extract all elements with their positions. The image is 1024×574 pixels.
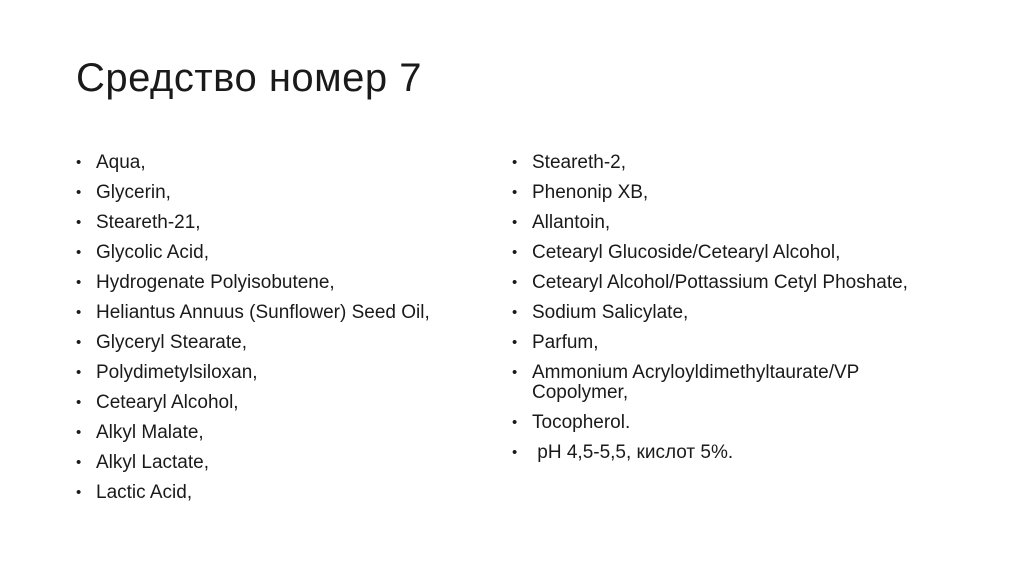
bullet-icon: • xyxy=(512,304,518,321)
list-item xyxy=(512,303,932,323)
list-item-text: Parfum, xyxy=(532,332,599,353)
list-item xyxy=(76,333,496,353)
bullet-icon: • xyxy=(76,424,82,441)
bullet-icon: • xyxy=(512,214,518,231)
bullet-icon: • xyxy=(76,334,82,351)
bullet-icon: • xyxy=(512,154,518,171)
list-item xyxy=(512,443,932,463)
list-item xyxy=(512,183,932,203)
list-item xyxy=(512,153,932,173)
list-item-text: Tocopherol. xyxy=(532,412,631,433)
list-item xyxy=(512,213,932,233)
bullet-icon: • xyxy=(512,334,518,351)
list-item-text: Phenonip XB, xyxy=(532,182,649,203)
bullet-icon: • xyxy=(512,244,518,261)
bullet-icon: • xyxy=(76,454,82,471)
list-item xyxy=(76,393,496,413)
bullet-icon: • xyxy=(76,154,82,171)
bullet-icon: • xyxy=(512,184,518,201)
ingredient-list-left xyxy=(76,153,496,513)
list-item xyxy=(76,453,496,473)
bullet-icon: • xyxy=(512,414,518,431)
list-item-text: Polydimetylsiloxan, xyxy=(96,362,258,383)
list-item-text: Allantoin, xyxy=(532,212,611,233)
list-item-text: Cetearyl Glucoside/Cetearyl Alcohol, xyxy=(532,242,841,263)
bullet-icon: • xyxy=(76,394,82,411)
list-item-text: Hydrogenate Polyisobutene, xyxy=(96,272,335,293)
list-item-text: Glycolic Acid, xyxy=(96,242,209,263)
bullet-icon: • xyxy=(76,304,82,321)
list-item-text: Aqua, xyxy=(96,152,146,173)
bullet-icon: • xyxy=(76,184,82,201)
list-item xyxy=(512,243,932,263)
list-item xyxy=(76,273,496,293)
list-item xyxy=(76,153,496,173)
bullet-icon: • xyxy=(512,364,518,381)
bullet-icon: • xyxy=(76,214,82,231)
list-item xyxy=(76,423,496,443)
list-item-text: Steareth-21, xyxy=(96,212,201,233)
list-item xyxy=(76,303,496,323)
list-item xyxy=(76,213,496,233)
bullet-icon: • xyxy=(512,444,518,461)
ingredient-list-right xyxy=(512,153,932,473)
bullet-icon: • xyxy=(76,274,82,291)
bullet-icon: • xyxy=(512,274,518,291)
list-item xyxy=(76,243,496,263)
list-item-text: Alkyl Lactate, xyxy=(96,452,209,473)
list-item xyxy=(76,483,496,503)
list-item xyxy=(76,183,496,203)
list-item-text: Cetearyl Alcohol, xyxy=(96,392,239,413)
list-item-text: Lactic Acid, xyxy=(96,482,193,503)
list-item-text: Heliantus Annuus (Sunflower) Seed Oil, xyxy=(96,302,430,323)
bullet-icon: • xyxy=(76,244,82,261)
list-item xyxy=(512,363,932,403)
list-item-text: Glyceryl Stearate, xyxy=(96,332,247,353)
list-item-text: Ammonium Acryloyldimethyltaurate/VP Copolymer, xyxy=(532,362,859,403)
list-item-text: pH 4,5-5,5, кислот 5%. xyxy=(532,442,734,463)
list-item-text: Glycerin, xyxy=(96,182,171,203)
list-item xyxy=(76,363,496,383)
list-item-text: Sodium Salicylate, xyxy=(532,302,689,323)
list-item-text: Cetearyl Alcohol/Pottassium Cetyl Phoshate, xyxy=(532,272,908,293)
bullet-icon: • xyxy=(76,364,82,381)
list-item xyxy=(512,333,932,353)
slide-title: Средство номер 7 xyxy=(76,56,423,100)
list-item-text: Alkyl Malate, xyxy=(96,422,204,443)
list-item xyxy=(512,413,932,433)
list-item-text: Steareth-2, xyxy=(532,152,626,173)
bullet-icon: • xyxy=(76,484,82,501)
list-item xyxy=(512,273,932,293)
